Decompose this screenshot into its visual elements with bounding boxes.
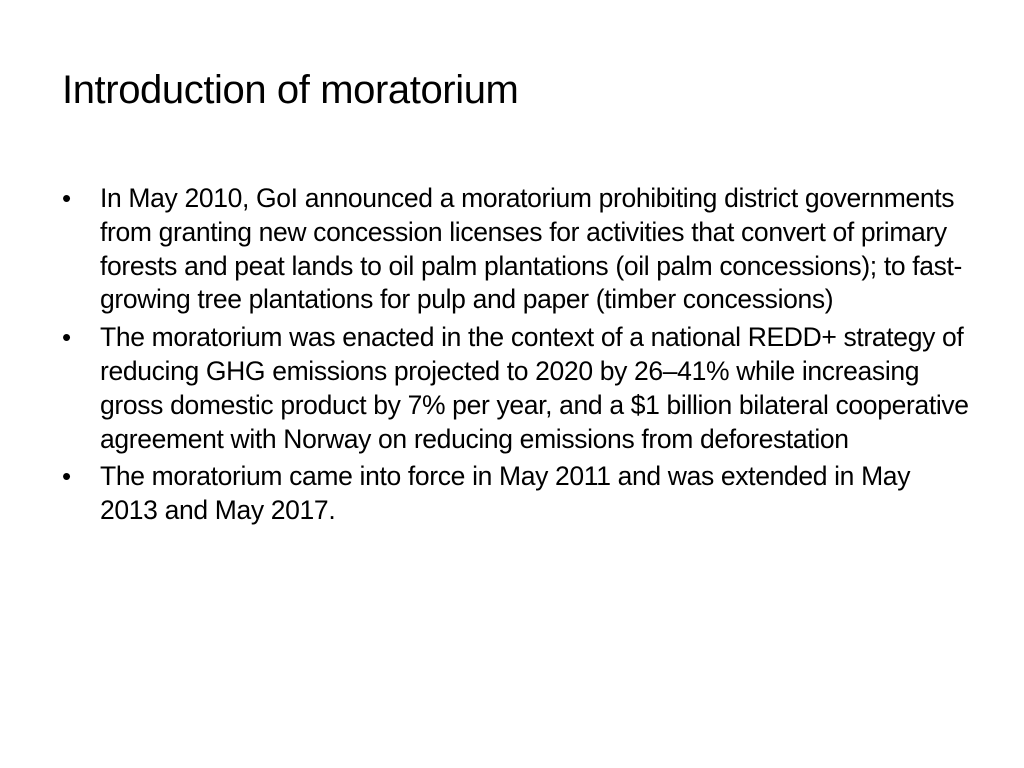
bullet-text: In May 2010, GoI announced a moratorium prohibiting district governments from granting new concession licenses for activities that convert of primary forests and peat lands to oil palm plantations (oil palm concessions); to fast-growing tree plantations for pulp and paper (timber concessions) [100,183,963,315]
bullet-item-redd-context [62,321,972,456]
bullet-item-in-force-dates [62,460,972,528]
bullet-text: The moratorium was enacted in the context of a national REDD+ strategy of reducing GHG emissions projected to 2020 by 26–41% while increasing gross domestic product by 7% per year, and a $1 billion bilateral cooperative agreement with Norway on reducing emissions from deforestation [100,322,969,454]
bullet-text: The moratorium came into force in May 2011 and was extended in May 2013 and May 2017. [100,461,911,526]
bullet-list [62,182,972,532]
bullet-icon: • [62,322,71,353]
bullet-item-moratorium-announcement [62,182,972,317]
slide-title: Introduction of moratorium [62,68,519,112]
bullet-icon: • [62,183,71,213]
bullet-icon: • [62,461,71,492]
